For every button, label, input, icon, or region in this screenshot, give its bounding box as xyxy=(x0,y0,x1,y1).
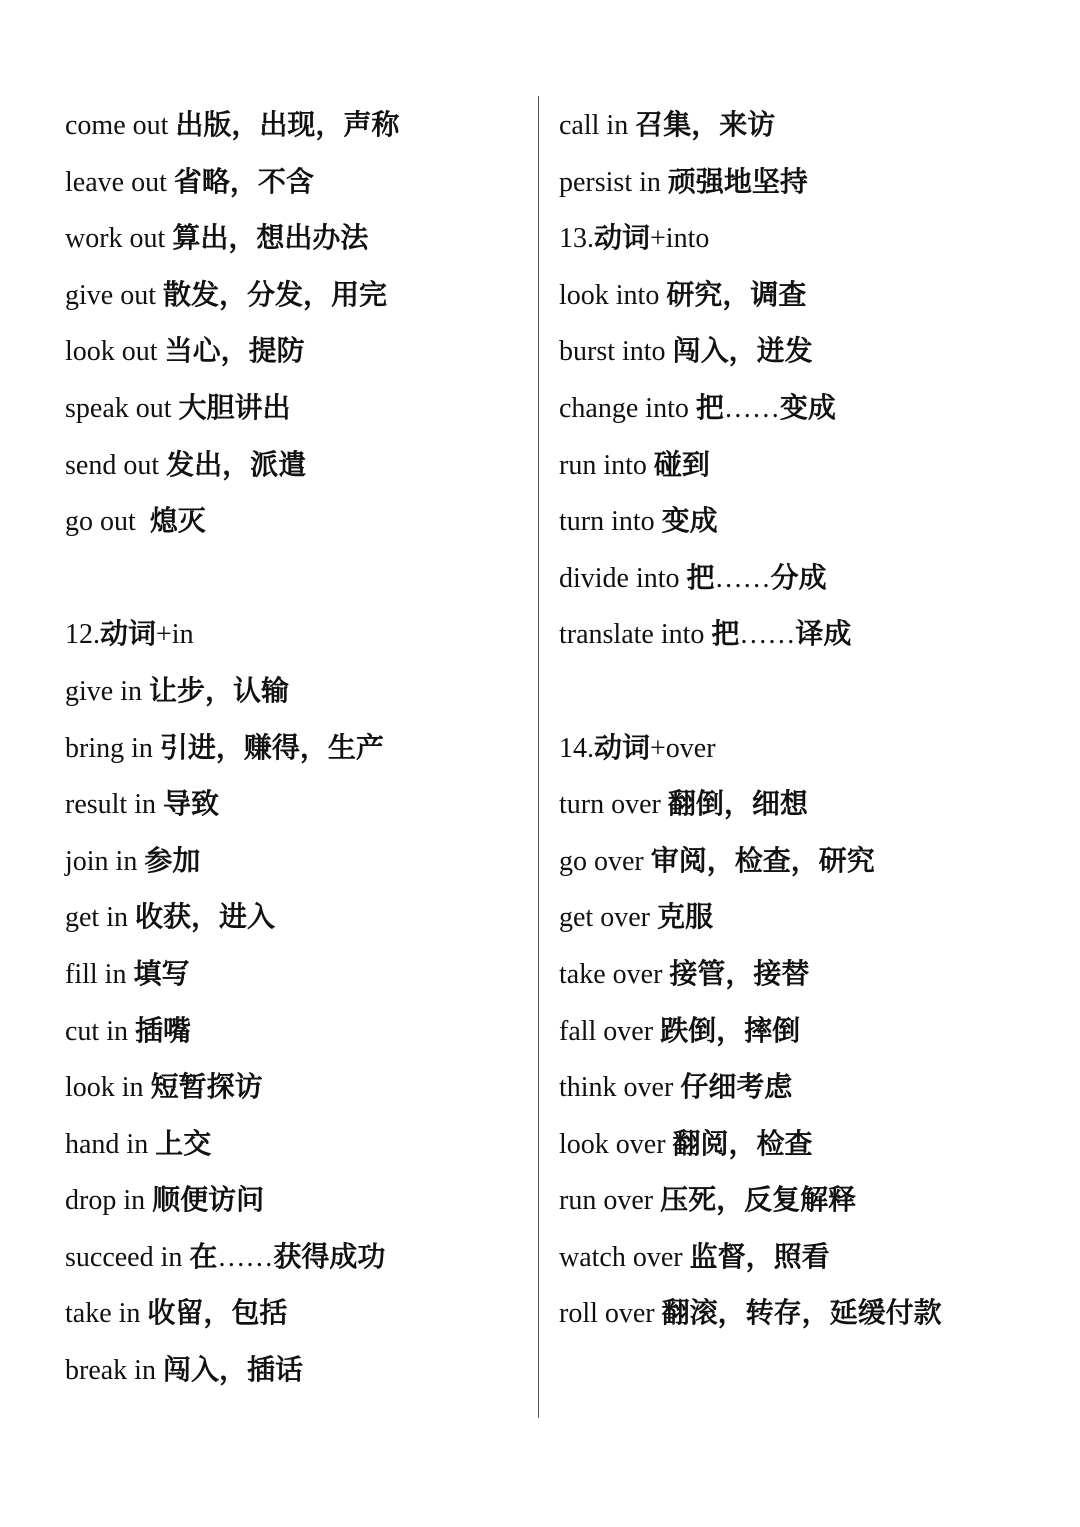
meaning: 翻滚，转存，延缓付款 xyxy=(661,1296,942,1330)
list-item xyxy=(559,889,1019,946)
meaning: 接管，接替 xyxy=(669,956,810,990)
meaning: 导致 xyxy=(163,787,220,821)
list-item xyxy=(65,380,525,437)
meaning: 省略，不含 xyxy=(173,164,314,198)
list-item xyxy=(65,323,525,380)
meaning: 变成 xyxy=(779,390,836,424)
phrase: change into xyxy=(559,392,696,424)
meaning: 发出，派遣 xyxy=(166,447,307,481)
list-item xyxy=(559,267,1019,324)
meaning-prefix: 把 xyxy=(686,560,715,594)
meaning: 插嘴 xyxy=(135,1013,192,1047)
list-item xyxy=(559,380,1019,437)
list-item xyxy=(65,1285,525,1342)
phrase: give in xyxy=(65,675,149,707)
list-item xyxy=(65,889,525,946)
list-item xyxy=(559,1285,1019,1342)
list-item xyxy=(65,267,525,324)
section-title-en: +over xyxy=(650,732,716,764)
list-item xyxy=(65,493,525,550)
meaning: 翻阅，检查 xyxy=(672,1126,813,1160)
list-item xyxy=(559,154,1019,211)
meaning-prefix: 在 xyxy=(189,1239,218,1273)
phrase: think over xyxy=(559,1072,681,1104)
list-item xyxy=(65,663,525,720)
meaning: 顺便访问 xyxy=(152,1183,265,1217)
phrase: look out xyxy=(65,336,165,368)
phrase: take in xyxy=(65,1298,148,1330)
meaning: 填写 xyxy=(133,956,190,990)
list-item xyxy=(559,1059,1019,1116)
phrase: take over xyxy=(559,958,670,990)
section-title-cn: 动词 xyxy=(100,617,157,651)
phrase: work out xyxy=(65,223,173,255)
section-number: 14. xyxy=(559,732,594,764)
meaning: 压死，反复解释 xyxy=(660,1183,857,1217)
phrase: translate into xyxy=(559,619,712,651)
list-item xyxy=(559,1003,1019,1060)
ellipsis: …… xyxy=(714,562,771,594)
meaning: 上交 xyxy=(155,1126,212,1160)
list-item xyxy=(559,776,1019,833)
section-number: 12. xyxy=(65,619,100,651)
list-item xyxy=(65,833,525,890)
phrase: send out xyxy=(65,449,167,481)
list-item xyxy=(65,97,525,154)
phrase: look over xyxy=(559,1128,673,1160)
phrase: leave out xyxy=(65,166,174,198)
meaning: 闯入，迸发 xyxy=(672,334,813,368)
ellipsis: …… xyxy=(723,392,780,424)
phrase: get in xyxy=(65,902,135,934)
phrase: run into xyxy=(559,449,654,481)
meaning-prefix: 把 xyxy=(711,617,740,651)
meaning: 闯入，插话 xyxy=(162,1353,303,1387)
phrase: turn over xyxy=(559,789,668,821)
right-column xyxy=(559,97,1019,1342)
phrase: go over xyxy=(559,845,651,877)
meaning: 收留，包括 xyxy=(147,1296,288,1330)
list-item xyxy=(65,720,525,777)
meaning: 获得成功 xyxy=(273,1239,386,1273)
list-item xyxy=(559,1229,1019,1286)
list-item xyxy=(559,550,1019,607)
phrase: call in xyxy=(559,110,636,141)
phrase: result in xyxy=(65,789,163,821)
phrase: look in xyxy=(65,1072,151,1104)
list-item xyxy=(65,210,525,267)
list-item xyxy=(65,1229,525,1286)
ellipsis: …… xyxy=(217,1241,274,1273)
phrase: cut in xyxy=(65,1015,135,1047)
section-number: 13. xyxy=(559,223,594,255)
spacer xyxy=(65,550,525,607)
list-item xyxy=(65,1172,525,1229)
spacer xyxy=(559,663,1019,720)
meaning: 算出，想出办法 xyxy=(172,221,369,255)
section-title-cn: 动词 xyxy=(594,221,651,255)
phrase: break in xyxy=(65,1355,163,1387)
meaning: 短暂探访 xyxy=(150,1070,263,1104)
phrase: fall over xyxy=(559,1015,661,1047)
phrase: look into xyxy=(559,279,667,311)
phrase: drop in xyxy=(65,1185,153,1217)
section-heading xyxy=(65,606,525,663)
meaning: 出版，出现，声称 xyxy=(175,108,400,141)
meaning: 顽强地坚持 xyxy=(667,164,808,198)
meaning: 收获，进入 xyxy=(135,900,276,934)
phrase: divide into xyxy=(559,562,687,594)
list-item xyxy=(65,1342,525,1399)
meaning: 让步，认输 xyxy=(149,673,290,707)
meaning: 监督，照看 xyxy=(689,1239,830,1273)
list-item xyxy=(65,776,525,833)
phrase: join in xyxy=(65,845,145,877)
list-item xyxy=(65,1003,525,1060)
ellipsis: …… xyxy=(739,619,796,651)
meaning-prefix: 把 xyxy=(695,390,724,424)
meaning: 大胆讲出 xyxy=(178,390,291,424)
meaning: 熄灭 xyxy=(149,504,206,538)
list-item xyxy=(559,946,1019,1003)
list-item xyxy=(65,154,525,211)
section-heading xyxy=(559,720,1019,777)
meaning: 引进，赚得，生产 xyxy=(159,730,384,764)
list-item xyxy=(559,1116,1019,1173)
meaning: 译成 xyxy=(795,617,852,651)
phrase: turn into xyxy=(559,506,662,538)
list-item xyxy=(65,1116,525,1173)
phrase: bring in xyxy=(65,732,160,764)
phrase: watch over xyxy=(559,1241,690,1273)
list-item xyxy=(559,833,1019,890)
meaning: 分成 xyxy=(770,560,827,594)
phrase: speak out xyxy=(65,392,179,424)
phrase: persist in xyxy=(559,166,668,198)
meaning: 审阅，检查，研究 xyxy=(650,843,875,877)
phrase: fill in xyxy=(65,958,134,990)
meaning: 翻倒，细想 xyxy=(667,787,808,821)
phrase: burst into xyxy=(559,336,673,368)
phrase: run over xyxy=(559,1185,661,1217)
meaning: 碰到 xyxy=(653,447,710,481)
section-title-cn: 动词 xyxy=(594,730,651,764)
list-item xyxy=(65,437,525,494)
phrase: succeed in xyxy=(65,1241,190,1273)
list-item xyxy=(65,946,525,1003)
list-item xyxy=(559,323,1019,380)
list-item xyxy=(559,1172,1019,1229)
meaning: 当心，提防 xyxy=(164,334,305,368)
meaning: 研究，调查 xyxy=(666,277,807,311)
phrase: roll over xyxy=(559,1298,662,1330)
phrase: come out xyxy=(65,110,176,141)
phrase: go out xyxy=(65,506,150,538)
list-item xyxy=(559,97,1019,154)
section-title-en: +into xyxy=(650,223,710,255)
meaning: 跌倒，摔倒 xyxy=(660,1013,801,1047)
meaning: 变成 xyxy=(661,504,718,538)
meaning: 参加 xyxy=(144,843,201,877)
meaning: 仔细考虑 xyxy=(680,1070,793,1104)
phrase: give out xyxy=(65,279,163,311)
meaning: 克服 xyxy=(656,900,713,934)
column-divider xyxy=(538,96,539,1418)
list-item xyxy=(559,437,1019,494)
list-item xyxy=(559,606,1019,663)
phrase: hand in xyxy=(65,1128,156,1160)
section-title-en: +in xyxy=(156,619,194,651)
phrase: get over xyxy=(559,902,657,934)
left-column xyxy=(65,97,525,1399)
section-heading xyxy=(559,210,1019,267)
meaning: 召集，来访 xyxy=(635,108,776,141)
list-item xyxy=(65,1059,525,1116)
meaning: 散发，分发，用完 xyxy=(163,277,388,311)
list-item xyxy=(559,493,1019,550)
